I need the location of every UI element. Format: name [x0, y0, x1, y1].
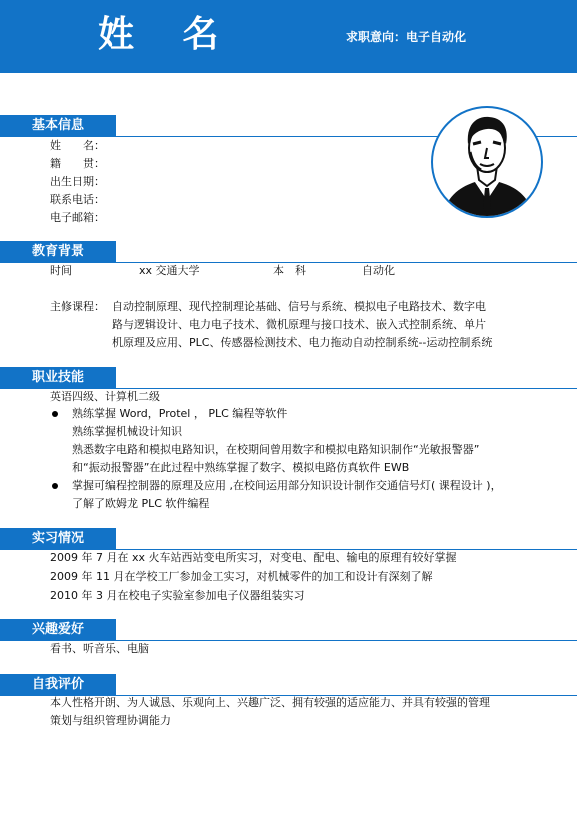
job-intent: 求职意向：电子自动化: [346, 30, 467, 44]
internship-line: 2009 年 7 月在 xx 火车站西站变电所实习，对变电、配电、输电的原理有较好掌握: [50, 551, 457, 564]
skills-line: 熟练掌握机械设计知识: [72, 425, 182, 438]
edu-time-label: 时间: [50, 264, 72, 277]
internship-line: 2010 年 3 月在校电子实验室参加电子仪器组装实习: [50, 589, 305, 602]
skills-line: 熟悉数字电路和模拟电路知识，在校期间曾用数字和模拟电路知识制作“光敏报警器”: [72, 443, 480, 456]
skills-line: 了解了欧姆龙 PLC 软件编程: [72, 497, 210, 510]
courses-line: 机原理及应用、PLC、传感器检测技术、电力拖动自动控制系统--运动控制系统: [112, 336, 493, 349]
courses-label: 主修课程：: [50, 300, 105, 313]
section-title-hobbies: 兴趣爱好: [0, 619, 116, 641]
header-banner: [0, 0, 577, 73]
profile-photo: [431, 106, 543, 218]
native-label: 籍 贯：: [50, 157, 105, 170]
name-label: 姓 名：: [50, 139, 105, 152]
phone-label: 联系电话：: [50, 193, 105, 206]
section-title-internship: 实习情况: [0, 528, 116, 550]
skills-line: 和“振动报警器”在此过程中熟练掌握了数字、模拟电路仿真软件 EWB: [72, 461, 410, 474]
email-label: 电子邮箱：: [50, 211, 105, 224]
courses-line: 路与逻辑设计、电力电子技术、微机原理与接口技术、嵌入式控制系统、单片: [112, 318, 486, 331]
internship-line: 2009 年 11 月在学校工厂参加金工实习，对机械零件的加工和设计有深刻了解: [50, 570, 433, 583]
skills-line: 熟练掌握 Word，Protel ， PLC 编程等软件: [72, 407, 288, 420]
person-silhouette-icon: [433, 108, 541, 216]
resume-name: 姓 名: [98, 14, 237, 55]
courses-line: 自动控制原理、现代控制理论基础、信号与系统、模拟电子电路技术、数字电: [112, 300, 486, 313]
self-eval-line: 策划与组织管理协调能力: [50, 714, 171, 727]
section-title-basic: 基本信息: [0, 115, 116, 137]
edu-major: 自动化: [362, 264, 395, 277]
edu-school: xx 交通大学: [139, 264, 200, 277]
edu-degree: 本 科: [273, 264, 306, 277]
section-title-skills: 职业技能: [0, 367, 116, 389]
skills-line: 英语四级、计算机二级: [50, 390, 160, 403]
section-title-education: 教育背景: [0, 241, 116, 263]
bullet-icon: [52, 483, 58, 489]
section-title-self-eval: 自我评价: [0, 674, 116, 696]
bullet-icon: [52, 411, 58, 417]
birth-label: 出生日期：: [50, 175, 105, 188]
hobbies-text: 看书、听音乐、电脑: [50, 642, 149, 655]
skills-line: 掌握可编程控制器的原理及应用 ,在校间运用部分知识设计制作交通信号灯( 课程设计 )，: [72, 479, 502, 492]
self-eval-line: 本人性格开朗、为人诚恳、乐观向上、兴趣广泛、拥有较强的适应能力、并具有较强的管理: [50, 696, 490, 709]
